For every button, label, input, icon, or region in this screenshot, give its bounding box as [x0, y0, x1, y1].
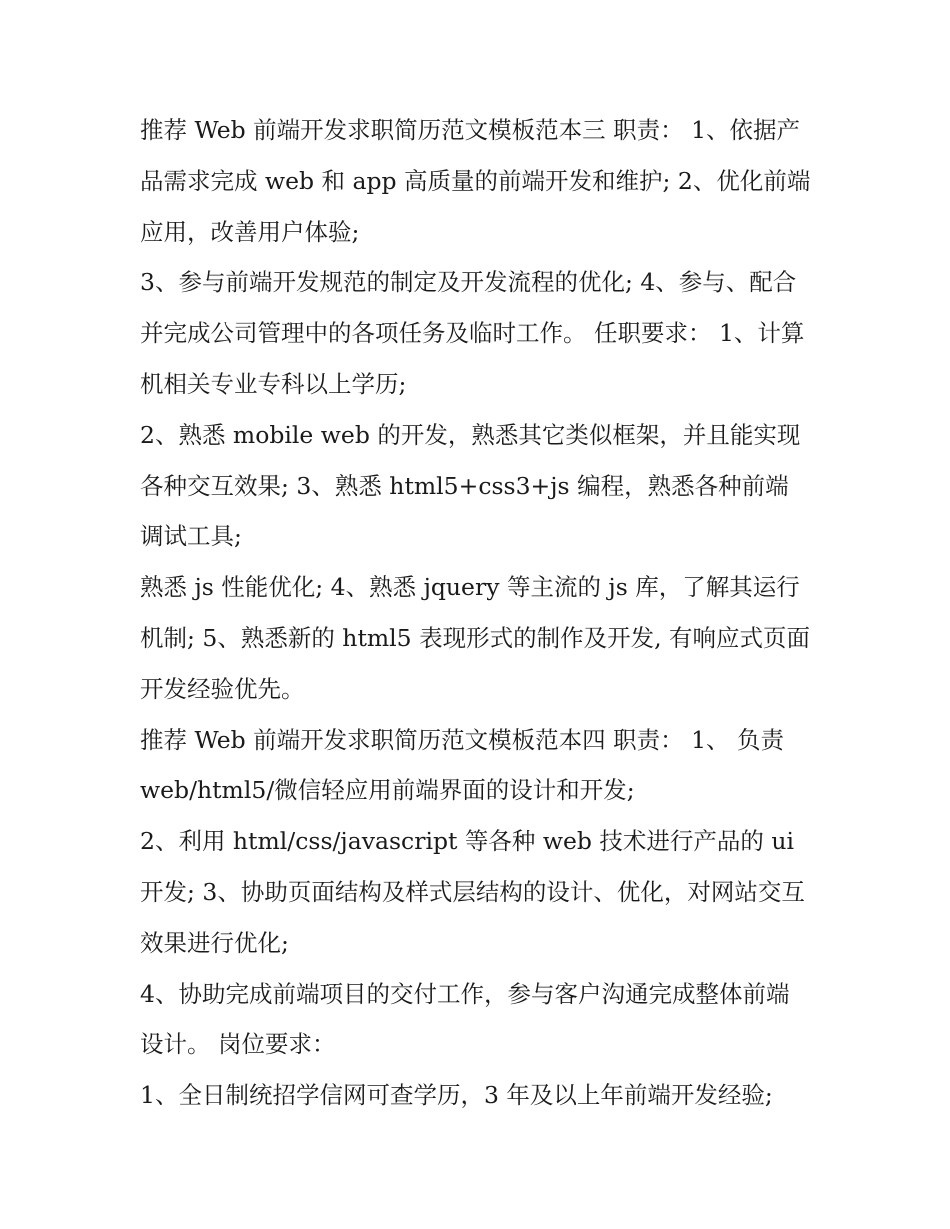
paragraph-3: 2、熟悉 mobile web 的开发，熟悉其它类似框架，并且能实现各种交互效果; 3、熟悉 html5+css3+js 编程，熟悉各种前端调试工具; — [140, 420, 801, 551]
paragraph-2: 3、参与前端开发规范的制定及开发流程的优化; 4、参与、配合并完成公司管理中的各项任务及临时工作。 任职要求： 1、计算机相关专业专科以上学历; — [140, 268, 805, 398]
paragraph-8: 1、全日制统招学信网可查学历，3 年及以上年前端开发经验; — [140, 1081, 773, 1110]
document-body — [140, 105, 812, 1121]
paragraph-6: 2、利用 html/css/javascript 等各种 web 技术进行产品的 ui 开发; 3、协助页面结构及样式层结构的设计、优化，对网站交互效果进行优化; — [140, 827, 805, 957]
paragraph-7: 4、协助完成前端项目的交付工作，参与客户沟通完成整体前端设计。 岗位要求： — [140, 979, 790, 1059]
paragraph-1: 推荐 Web 前端开发求职简历范文模板范本三 职责： 1、依据产品需求完成 web 和 app 高质量的前端开发和维护; 2、优化前端应用，改善用户体验; — [140, 116, 811, 246]
paragraph-5: 推荐 Web 前端开发求职简历范文模板范本四 职责： 1、 负责web/html5/微信轻应用前端界面的设计和开发; — [140, 725, 784, 805]
paragraph-4: 熟悉 js 性能优化; 4、熟悉 jquery 等主流的 js 库，了解其运行机制; 5、熟悉新的 html5 表现形式的制作及开发, 有响应式页面开发经验优先。 — [140, 573, 811, 703]
